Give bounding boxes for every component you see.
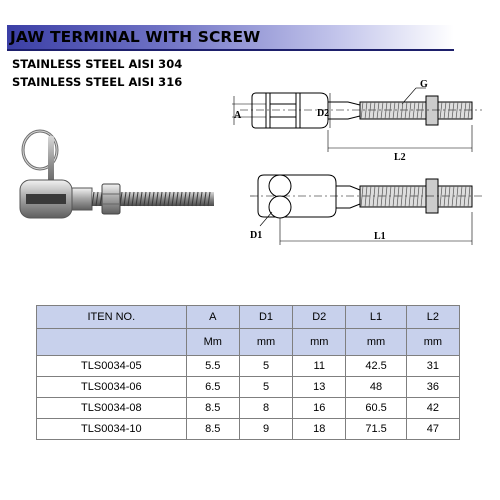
label-d2: D2 (317, 108, 330, 119)
table-cell: 6.5 (186, 377, 239, 398)
table-row (37, 356, 460, 377)
table-cell: 48 (346, 377, 406, 398)
table-cell: 13 (293, 377, 346, 398)
header-cell: D2 (293, 306, 346, 329)
header-cell: L1 (346, 306, 406, 329)
header-cell: D1 (239, 306, 292, 329)
unit-cell: mm (239, 329, 292, 356)
table-cell: 5 (239, 377, 292, 398)
spec-table (36, 305, 460, 440)
header-cell: ITEN NO. (37, 306, 187, 329)
table-cell: TLS0034-05 (37, 356, 187, 377)
material-316: STAINLESS STEEL AISI 316 (12, 75, 183, 89)
label-l1: L1 (374, 231, 386, 242)
table-cell: 8 (239, 398, 292, 419)
table-row (37, 398, 460, 419)
unit-cell: mm (346, 329, 406, 356)
table-cell: 18 (293, 419, 346, 440)
unit-cell: mm (293, 329, 346, 356)
table-cell: 47 (406, 419, 459, 440)
material-304: STAINLESS STEEL AISI 304 (12, 57, 183, 71)
label-a: A (234, 110, 242, 121)
table-row (37, 377, 460, 398)
table-cell: 5.5 (186, 356, 239, 377)
table-cell: TLS0034-10 (37, 419, 187, 440)
table-cell: 8.5 (186, 398, 239, 419)
unit-cell: Mm (186, 329, 239, 356)
table-cell: 60.5 (346, 398, 406, 419)
unit-cell (37, 329, 187, 356)
label-l2: L2 (394, 152, 406, 163)
table-header-row (37, 306, 460, 329)
table-cell: 42 (406, 398, 459, 419)
table-cell: 8.5 (186, 419, 239, 440)
table-cell: 11 (293, 356, 346, 377)
table-cell: 71.5 (346, 419, 406, 440)
label-d1: D1 (250, 230, 263, 241)
page-title: JAW TERMINAL WITH SCREW (10, 28, 261, 46)
table-cell: 36 (406, 377, 459, 398)
unit-cell: mm (406, 329, 459, 356)
table-cell: 5 (239, 356, 292, 377)
table-row (37, 419, 460, 440)
technical-drawing (220, 80, 490, 250)
label-g: G (420, 80, 428, 90)
header-cell: L2 (406, 306, 459, 329)
table-cell: 16 (293, 398, 346, 419)
table-cell: 31 (406, 356, 459, 377)
table-cell: 9 (239, 419, 292, 440)
header-cell: A (186, 306, 239, 329)
table-units-row (37, 329, 460, 356)
product-photo (8, 128, 218, 238)
table-cell: 42.5 (346, 356, 406, 377)
table-cell: TLS0034-06 (37, 377, 187, 398)
table-cell: TLS0034-08 (37, 398, 187, 419)
